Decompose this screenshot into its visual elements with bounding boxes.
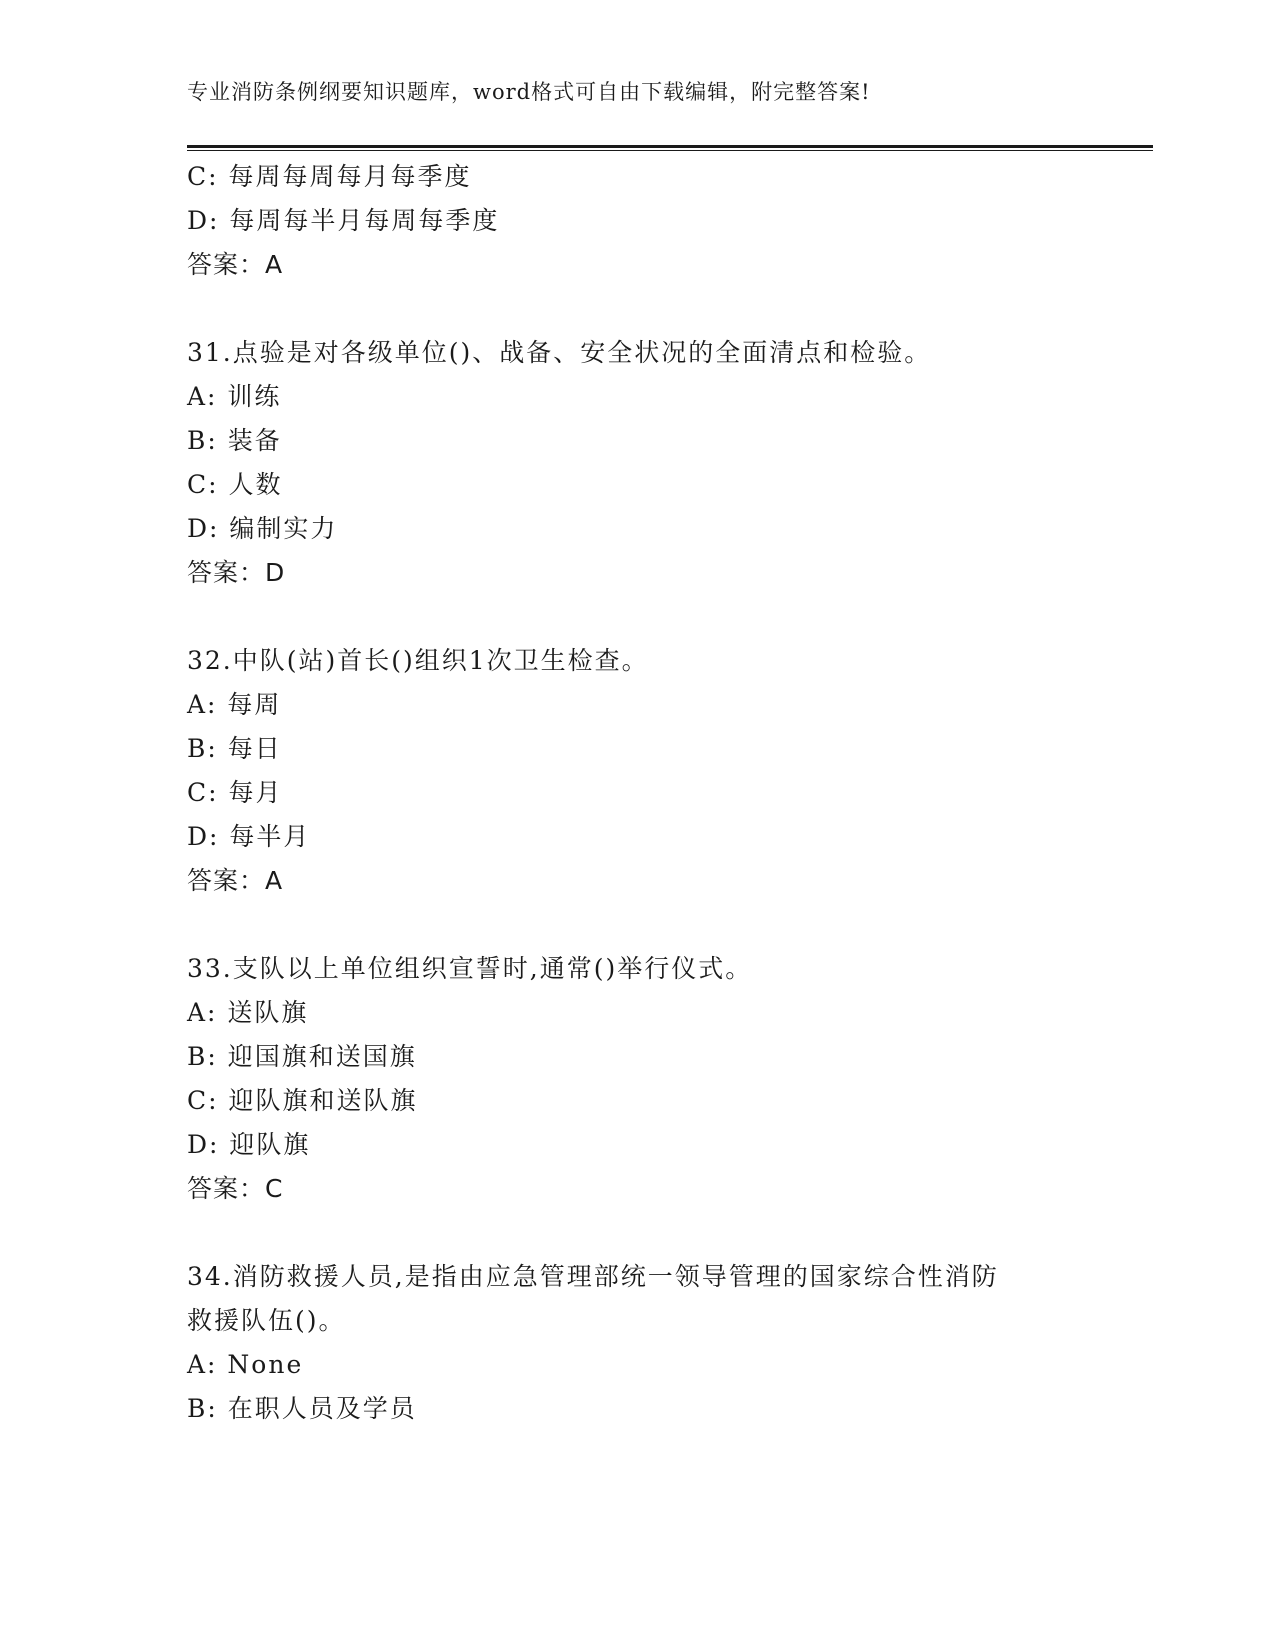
option-line: D: 迎队旗 bbox=[187, 1130, 311, 1159]
page-header: 专业消防条例纲要知识题库，word格式可自由下载编辑，附完整答案! bbox=[187, 80, 871, 104]
option-line: A: 送队旗 bbox=[187, 998, 309, 1027]
option-line: D: 编制实力 bbox=[187, 514, 338, 543]
question-line-continued: 救援队伍()。 bbox=[187, 1306, 346, 1335]
option-line: C: 每周每周每月每季度 bbox=[187, 162, 472, 191]
option-line: A: 训练 bbox=[187, 382, 282, 411]
option-line: D: 每周每半月每周每季度 bbox=[187, 206, 500, 235]
option-line: B: 迎国旗和送国旗 bbox=[187, 1042, 417, 1071]
question-line: 31.点验是对各级单位()、战备、安全状况的全面清点和检验。 bbox=[187, 338, 932, 367]
answer-line: 答案：D bbox=[187, 558, 286, 587]
question-line: 34.消防救援人员,是指由应急管理部统一领导管理的国家综合性消防 bbox=[187, 1262, 999, 1291]
option-line: D: 每半月 bbox=[187, 822, 311, 851]
option-line: B: 装备 bbox=[187, 426, 282, 455]
option-line: C: 人数 bbox=[187, 470, 283, 499]
question-line: 32.中队(站)首长()组织1次卫生检查。 bbox=[187, 646, 649, 675]
option-line: A: None bbox=[187, 1350, 304, 1379]
option-line: B: 在职人员及学员 bbox=[187, 1394, 417, 1423]
header-rule-thin bbox=[187, 150, 1153, 151]
answer-line: 答案：C bbox=[187, 1174, 284, 1203]
option-line: C: 迎队旗和送队旗 bbox=[187, 1086, 418, 1115]
question-line: 33.支队以上单位组织宣誓时,通常()举行仪式。 bbox=[187, 954, 753, 983]
option-line: C: 每月 bbox=[187, 778, 283, 807]
option-line: A: 每周 bbox=[187, 690, 282, 719]
option-line: B: 每日 bbox=[187, 734, 282, 763]
answer-line: 答案：A bbox=[187, 866, 284, 895]
answer-line: 答案：A bbox=[187, 250, 284, 279]
header-rule-thick bbox=[187, 145, 1153, 148]
